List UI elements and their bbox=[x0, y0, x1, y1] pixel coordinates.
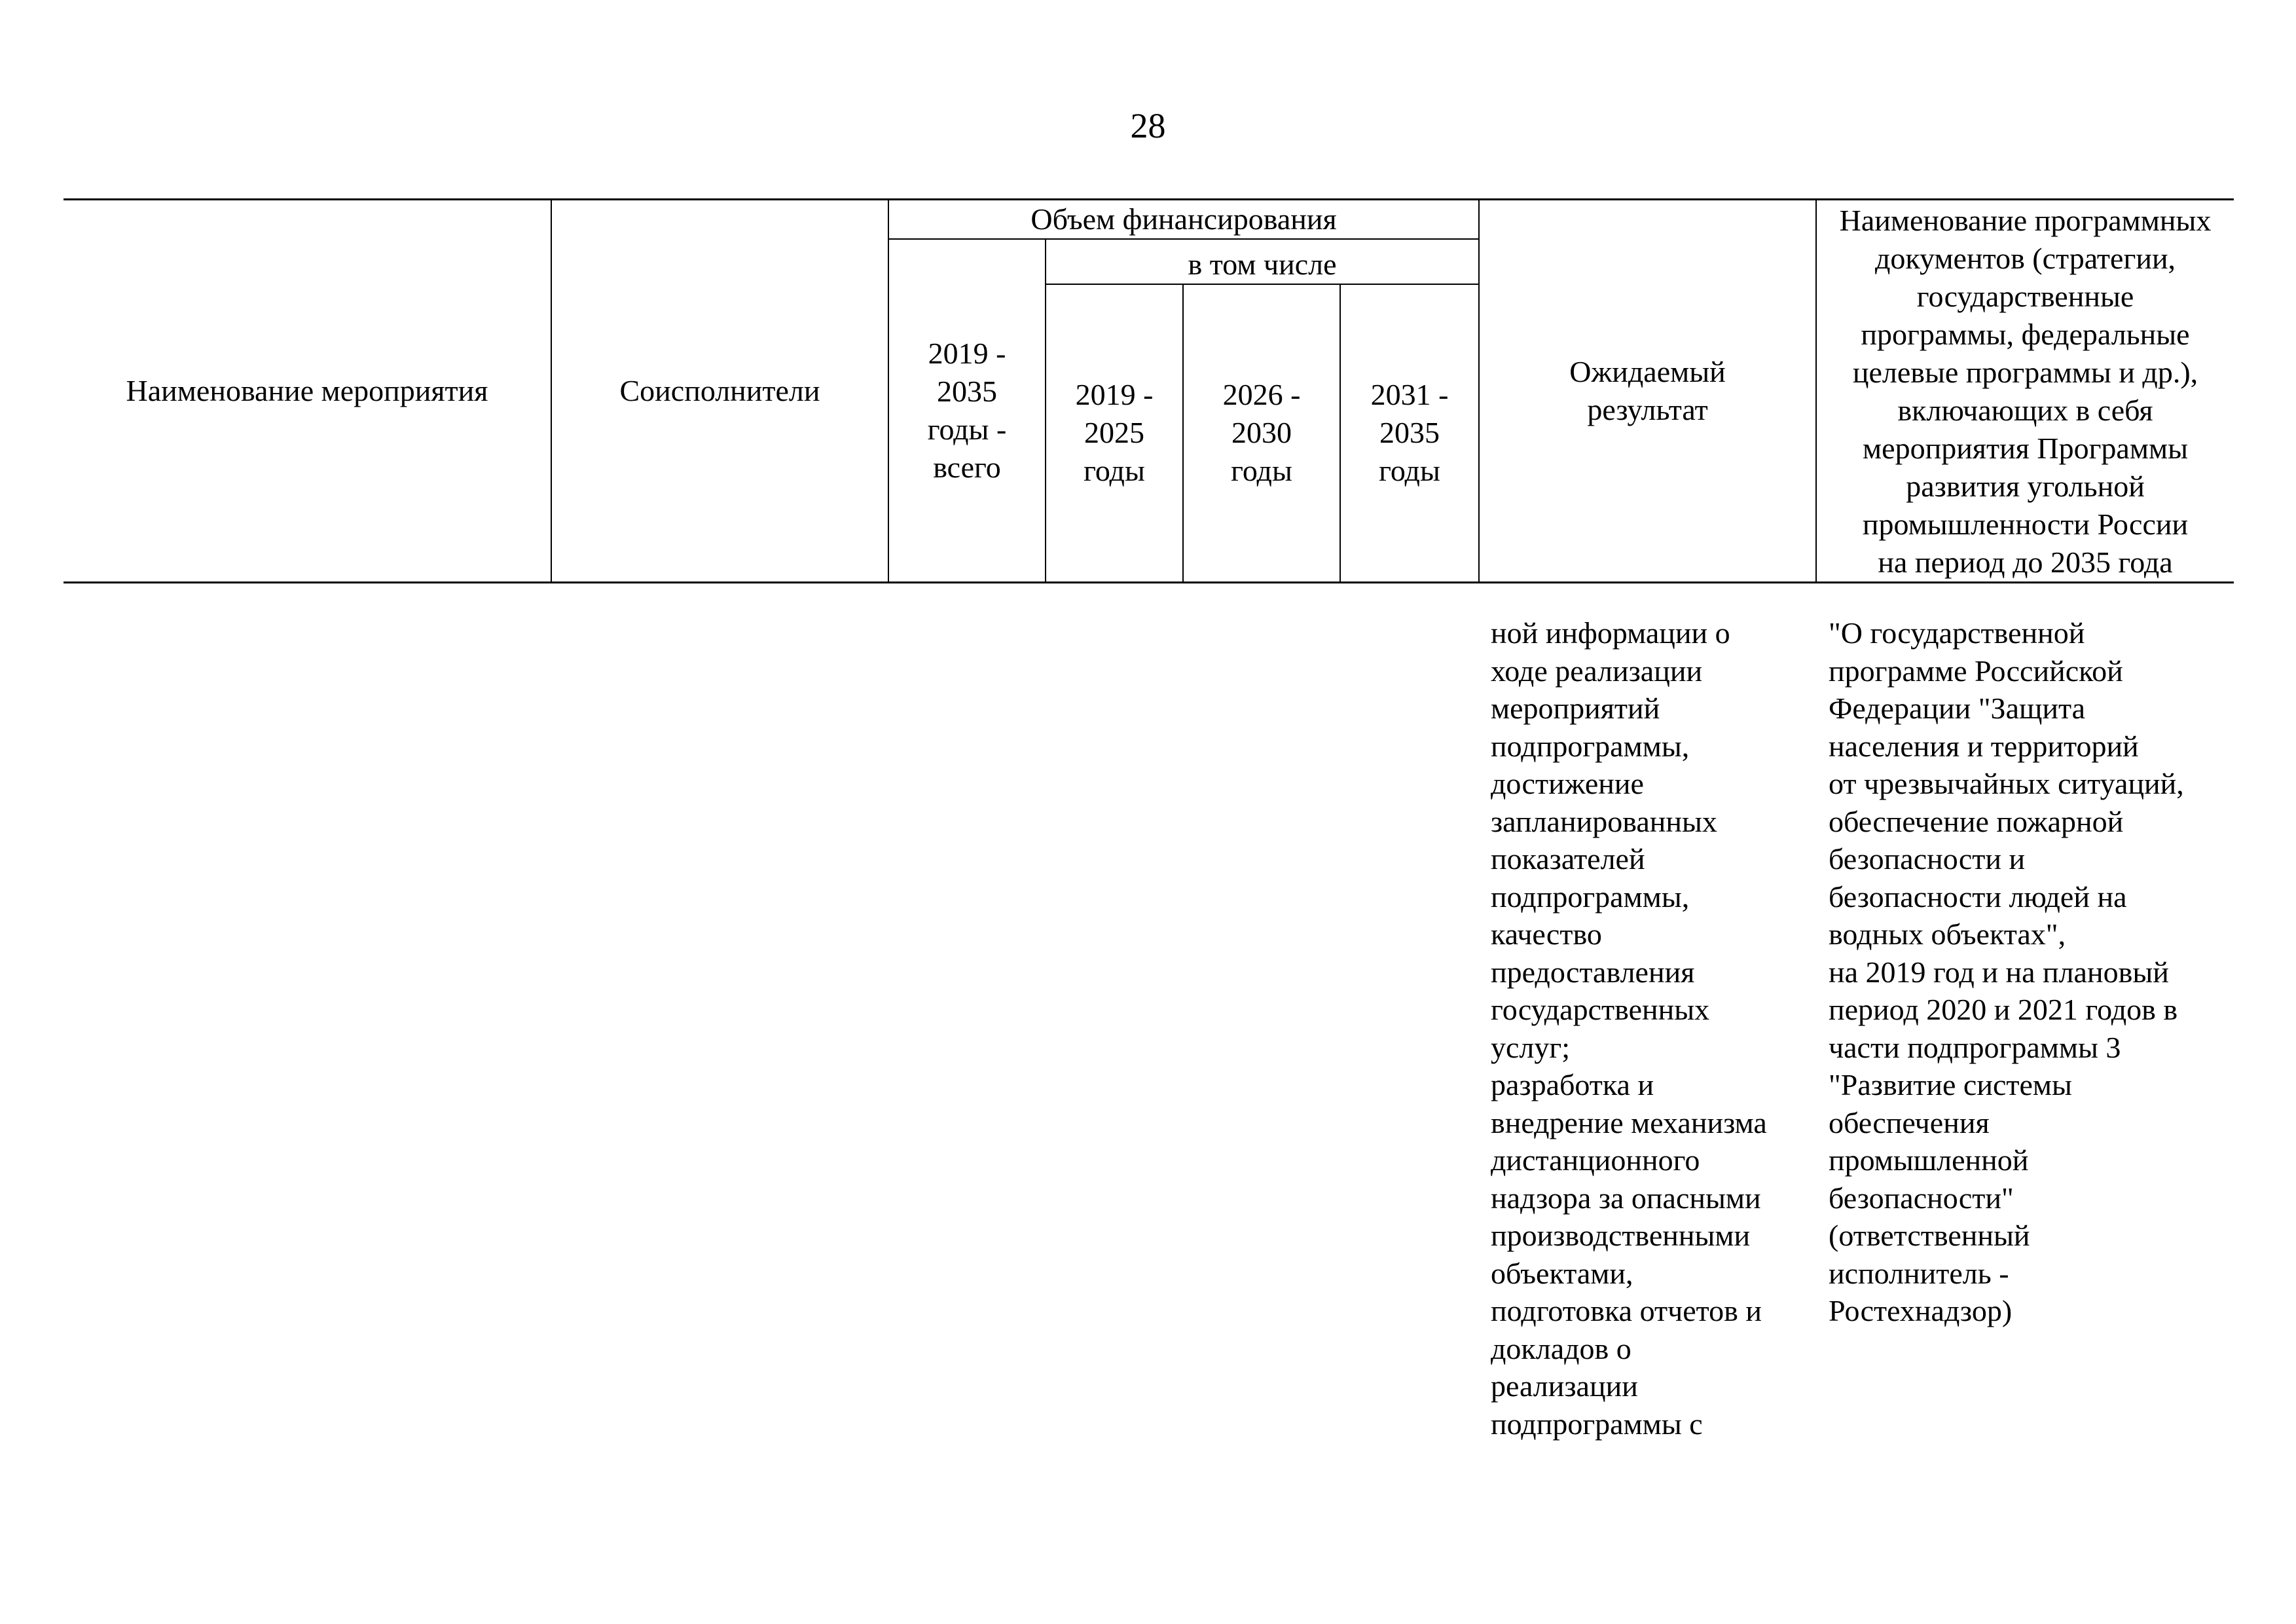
header-period-2026-2030: 2026 - 2030 годы bbox=[1183, 284, 1340, 583]
table-header bbox=[64, 198, 2234, 583]
header-total-years: 2019 - 2035 годы - всего bbox=[888, 239, 1046, 583]
program-documents-text: "О государственной программе Российской Федерации "Защита населения и территорий от чрезвычайных ситуаций, обеспечение пожарной безопасности и безопасности людей на водных объектах", на 2019 год и на плановый период 2020 и 2021 годов в части подпрограммы 3 "Развитие системы обеспечения промышленной безопасности" (ответственный исполнитель - Ростехнадзор) bbox=[1829, 616, 2184, 1327]
expected-result-text: ной информации о ходе реализации мероприятий подпрограммы, достижение запланированных показателей подпрограммы, качество предоставления государственных услуг; разработка и внедрение механизма дистанционного надзора за опасными производственными объектами, подготовка отчетов и докладов о реализации подпрограммы с bbox=[1491, 616, 1767, 1441]
header-financing-volume: Объем финансирования bbox=[888, 200, 1479, 240]
header-program-documents: Наименование программных документов (стратегии, государственные программы, федеральные целевые программы и др.), включающих в себя мероприятия Программы развития угольной промышленности России на период до 2035 года bbox=[1816, 200, 2234, 583]
header-including: в том числе bbox=[1046, 239, 1479, 284]
header-period-2031-2035: 2031 - 2035 годы bbox=[1340, 284, 1479, 583]
page-number: 28 bbox=[1130, 106, 1166, 145]
header-expected-result: Ожидаемый результат bbox=[1479, 200, 1816, 583]
header-period-2019-2025: 2019 - 2025 годы bbox=[1046, 284, 1183, 583]
header-event-name: Наименование мероприятия bbox=[64, 200, 551, 583]
header-co-executors: Соисполнители bbox=[551, 200, 888, 583]
